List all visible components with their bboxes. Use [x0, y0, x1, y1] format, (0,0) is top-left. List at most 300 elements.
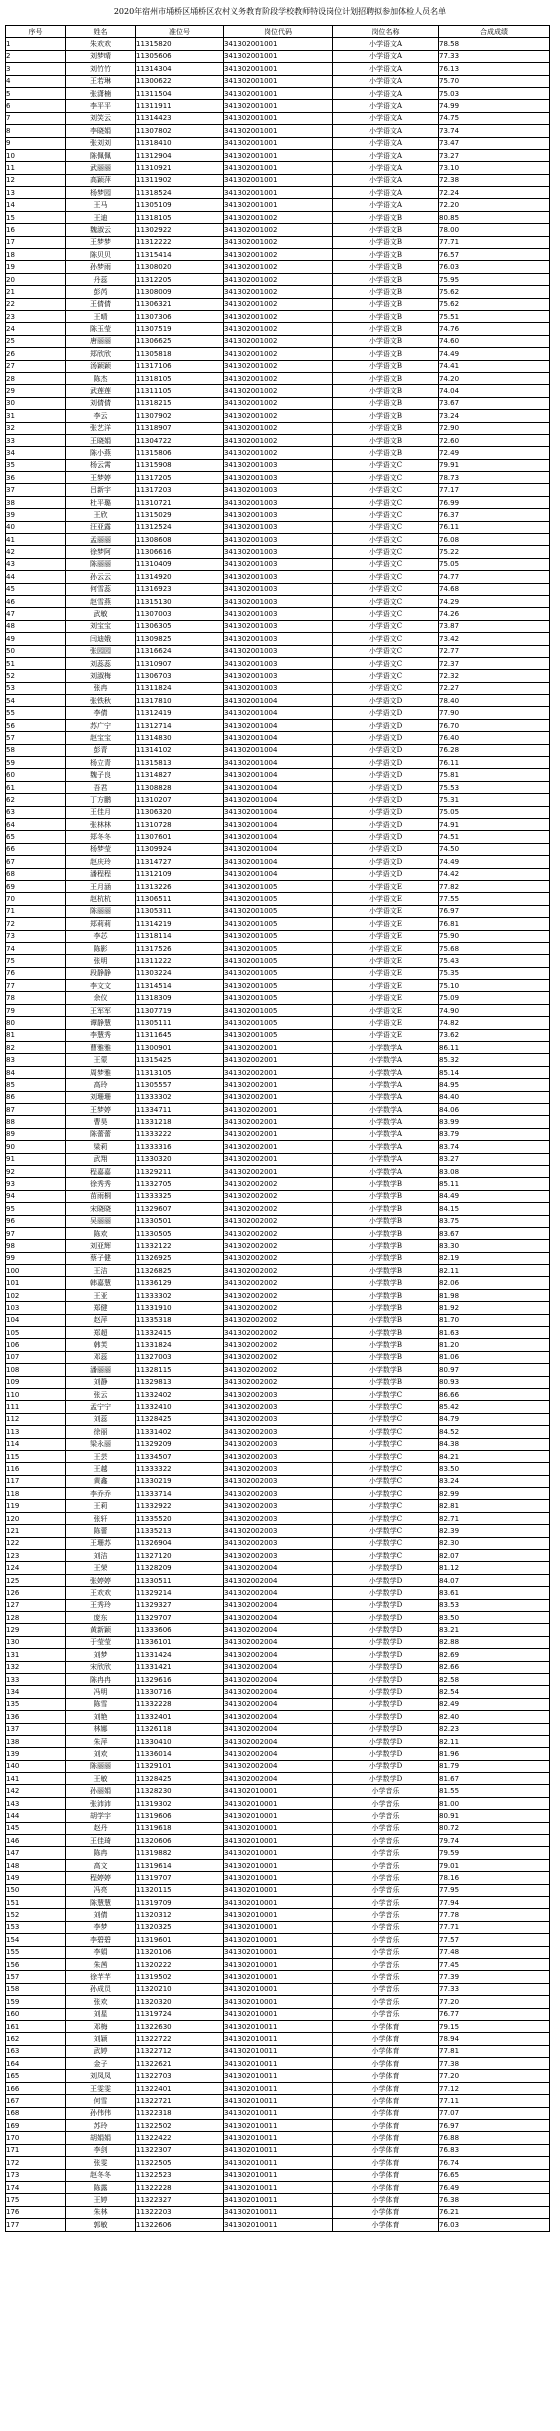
- cell-post-name: 小学数学A: [333, 1079, 439, 1091]
- cell-score: 82.30: [439, 1537, 550, 1549]
- cell-exam-id: 11318410: [136, 137, 224, 149]
- cell-exam-id: 11329813: [136, 1376, 224, 1388]
- table-row: [6, 942, 550, 954]
- cell-post-name: 小学数学C: [333, 1488, 439, 1500]
- cell-post-code: 341302002002: [224, 1178, 333, 1190]
- cell-no: 26: [6, 348, 66, 360]
- cell-exam-id: 11315806: [136, 447, 224, 459]
- cell-post-name: 小学音乐: [333, 1822, 439, 1834]
- cell-score: 74.42: [439, 868, 550, 880]
- cell-score: 82.49: [439, 1698, 550, 1710]
- cell-exam-id: 11310207: [136, 794, 224, 806]
- cell-score: 82.19: [439, 1252, 550, 1264]
- cell-score: 74.90: [439, 1004, 550, 1016]
- cell-exam-id: 11329616: [136, 1673, 224, 1685]
- table-row: [6, 1686, 550, 1698]
- cell-name: 李晓娟: [66, 125, 136, 137]
- cell-score: 78.40: [439, 695, 550, 707]
- cell-post-name: 小学音乐: [333, 1810, 439, 1822]
- cell-post-name: 小学音乐: [333, 1909, 439, 1921]
- cell-post-name: 小学数学D: [333, 1748, 439, 1760]
- cell-post-name: 小学语文D: [333, 794, 439, 806]
- cell-name: 杨梦莹: [66, 843, 136, 855]
- cell-score: 76.21: [439, 2206, 550, 2218]
- cell-post-name: 小学语文E: [333, 918, 439, 930]
- cell-post-code: 341302002004: [224, 1773, 333, 1785]
- table-row: [6, 410, 550, 422]
- cell-no: 148: [6, 1859, 66, 1871]
- table-row: [6, 1983, 550, 1995]
- cell-post-name: 小学数学B: [333, 1327, 439, 1339]
- table-row: [6, 162, 550, 174]
- cell-exam-id: 11320210: [136, 1983, 224, 1995]
- table-row: [6, 2107, 550, 2119]
- cell-post-name: 小学数学C: [333, 1463, 439, 1475]
- cell-score: 76.08: [439, 534, 550, 546]
- cell-no: 160: [6, 2008, 66, 2020]
- header-cell-no: 序号: [6, 26, 66, 38]
- cell-post-name: 小学语文B: [333, 323, 439, 335]
- cell-post-name: 小学语文B: [333, 397, 439, 409]
- cell-score: 82.58: [439, 1673, 550, 1685]
- table-row: [6, 2181, 550, 2193]
- cell-no: 20: [6, 273, 66, 285]
- cell-post-name: 小学语文C: [333, 546, 439, 558]
- cell-post-code: 341302002002: [224, 1302, 333, 1314]
- table-row: [6, 1116, 550, 1128]
- cell-no: 72: [6, 918, 66, 930]
- table-row: [6, 2157, 550, 2169]
- cell-score: 75.53: [439, 781, 550, 793]
- cell-no: 100: [6, 1265, 66, 1277]
- table-row: [6, 546, 550, 558]
- cell-no: 60: [6, 769, 66, 781]
- cell-exam-id: 11318105: [136, 372, 224, 384]
- cell-post-code: 341302010001: [224, 1996, 333, 2008]
- cell-name: 胡学宇: [66, 1810, 136, 1822]
- table-row: [6, 1066, 550, 1078]
- cell-post-name: 小学音乐: [333, 1971, 439, 1983]
- cell-score: 73.87: [439, 620, 550, 632]
- cell-post-code: 341302001002: [224, 434, 333, 446]
- cell-name: 王婷: [66, 2194, 136, 2206]
- cell-exam-id: 11314727: [136, 856, 224, 868]
- cell-post-name: 小学语文C: [333, 459, 439, 471]
- cell-exam-id: 11314830: [136, 732, 224, 744]
- cell-post-code: 341302010001: [224, 1835, 333, 1847]
- table-row: [6, 187, 550, 199]
- cell-name: 陈雪: [66, 1698, 136, 1710]
- cell-post-code: 341302010001: [224, 1934, 333, 1946]
- cell-name: 孟丽丽: [66, 534, 136, 546]
- cell-no: 142: [6, 1785, 66, 1797]
- cell-post-code: 341302001002: [224, 261, 333, 273]
- cell-post-code: 341302010001: [224, 2008, 333, 2020]
- cell-name: 李娟: [66, 1946, 136, 1958]
- cell-no: 161: [6, 2020, 66, 2032]
- cell-exam-id: 11306320: [136, 806, 224, 818]
- cell-exam-id: 11328425: [136, 1773, 224, 1785]
- cell-no: 35: [6, 459, 66, 471]
- cell-post-code: 341302001005: [224, 1004, 333, 1016]
- cell-exam-id: 11331421: [136, 1661, 224, 1673]
- cell-name: 冯亮: [66, 1884, 136, 1896]
- header-cell-score: 合成成绩: [439, 26, 550, 38]
- cell-post-code: 341302001005: [224, 880, 333, 892]
- cell-exam-id: 11318215: [136, 397, 224, 409]
- table-row: [6, 372, 550, 384]
- cell-post-name: 小学语文A: [333, 174, 439, 186]
- cell-no: 125: [6, 1574, 66, 1586]
- table-row: [6, 434, 550, 446]
- cell-post-code: 341302001002: [224, 273, 333, 285]
- table-row: [6, 496, 550, 508]
- cell-score: 76.40: [439, 732, 550, 744]
- cell-exam-id: 11333302: [136, 1091, 224, 1103]
- cell-post-name: 小学语文E: [333, 955, 439, 967]
- cell-exam-id: 11333714: [136, 1488, 224, 1500]
- cell-exam-id: 11314219: [136, 918, 224, 930]
- cell-post-code: 341302002002: [224, 1351, 333, 1363]
- cell-score: 76.97: [439, 2120, 550, 2132]
- cell-post-code: 341302001002: [224, 310, 333, 322]
- cell-no: 107: [6, 1351, 66, 1363]
- cell-post-name: 小学数学C: [333, 1401, 439, 1413]
- cell-exam-id: 11315029: [136, 509, 224, 521]
- cell-post-name: 小学语文B: [333, 335, 439, 347]
- cell-post-name: 小学语文E: [333, 967, 439, 979]
- cell-score: 76.65: [439, 2169, 550, 2181]
- cell-post-code: 341302001002: [224, 323, 333, 335]
- cell-name: 何雪蕊: [66, 583, 136, 595]
- cell-no: 23: [6, 310, 66, 322]
- table-row: [6, 930, 550, 942]
- cell-exam-id: 11333302: [136, 1289, 224, 1301]
- cell-score: 76.37: [439, 509, 550, 521]
- cell-no: 22: [6, 298, 66, 310]
- cell-exam-id: 11319707: [136, 1872, 224, 1884]
- cell-post-code: 341302001003: [224, 645, 333, 657]
- table-row: [6, 769, 550, 781]
- cell-score: 72.32: [439, 670, 550, 682]
- cell-post-name: 小学数学A: [333, 1054, 439, 1066]
- table-row: [6, 1624, 550, 1636]
- table-row: [6, 38, 550, 50]
- cell-post-name: 小学体育: [333, 2107, 439, 2119]
- cell-name: 宋欣欣: [66, 1661, 136, 1673]
- cell-post-name: 小学音乐: [333, 1785, 439, 1797]
- cell-exam-id: 11315414: [136, 249, 224, 261]
- cell-exam-id: 11319601: [136, 1934, 224, 1946]
- cell-score: 79.59: [439, 1847, 550, 1859]
- cell-post-code: 341302002004: [224, 1723, 333, 1735]
- cell-exam-id: 11332122: [136, 1240, 224, 1252]
- cell-no: 71: [6, 905, 66, 917]
- cell-post-code: 341302001002: [224, 372, 333, 384]
- cell-no: 115: [6, 1450, 66, 1462]
- cell-name: 陈慧慧: [66, 1896, 136, 1908]
- table-row: [6, 1574, 550, 1586]
- cell-no: 30: [6, 397, 66, 409]
- cell-name: 高文: [66, 1859, 136, 1871]
- table-row: [6, 1252, 550, 1264]
- cell-post-name: 小学语文B: [333, 249, 439, 261]
- cell-exam-id: 11306625: [136, 335, 224, 347]
- cell-post-name: 小学语文B: [333, 372, 439, 384]
- cell-name: 赵庆玲: [66, 856, 136, 868]
- cell-exam-id: 11322722: [136, 2033, 224, 2045]
- cell-post-code: 341302002001: [224, 1054, 333, 1066]
- cell-name: 李倩: [66, 707, 136, 719]
- cell-no: 106: [6, 1339, 66, 1351]
- cell-score: 81.55: [439, 1785, 550, 1797]
- cell-score: 72.90: [439, 422, 550, 434]
- cell-score: 82.54: [439, 1686, 550, 1698]
- cell-exam-id: 11307802: [136, 125, 224, 137]
- cell-name: 曹昊: [66, 1116, 136, 1128]
- cell-post-name: 小学语文C: [333, 534, 439, 546]
- cell-score: 84.38: [439, 1438, 550, 1450]
- cell-post-code: 341302002003: [224, 1413, 333, 1425]
- cell-no: 42: [6, 546, 66, 558]
- cell-score: 75.68: [439, 942, 550, 954]
- cell-post-name: 小学语文D: [333, 732, 439, 744]
- cell-post-name: 小学数学C: [333, 1413, 439, 1425]
- cell-exam-id: 11315425: [136, 1054, 224, 1066]
- cell-post-code: 341302010011: [224, 2157, 333, 2169]
- cell-score: 77.11: [439, 2095, 550, 2107]
- cell-name: 王秀玲: [66, 1599, 136, 1611]
- cell-post-code: 341302002003: [224, 1475, 333, 1487]
- table-row: [6, 967, 550, 979]
- cell-post-name: 小学数学A: [333, 1116, 439, 1128]
- cell-score: 82.11: [439, 1265, 550, 1277]
- table-row: [6, 1450, 550, 1462]
- cell-no: 37: [6, 484, 66, 496]
- cell-post-code: 341302002001: [224, 1079, 333, 1091]
- cell-name: 王荣: [66, 1562, 136, 1574]
- cell-no: 40: [6, 521, 66, 533]
- cell-name: 刘笑云: [66, 112, 136, 124]
- cell-score: 77.55: [439, 893, 550, 905]
- header-cell-post-code: 岗位代码: [224, 26, 333, 38]
- cell-score: 74.77: [439, 571, 550, 583]
- cell-no: 1: [6, 38, 66, 50]
- cell-no: 116: [6, 1463, 66, 1475]
- cell-exam-id: 11330219: [136, 1475, 224, 1487]
- cell-score: 77.71: [439, 1921, 550, 1933]
- cell-post-code: 341302002002: [224, 1277, 333, 1289]
- cell-exam-id: 11309924: [136, 843, 224, 855]
- cell-post-name: 小学音乐: [333, 1946, 439, 1958]
- cell-no: 137: [6, 1723, 66, 1735]
- cell-exam-id: 11317810: [136, 695, 224, 707]
- cell-no: 70: [6, 893, 66, 905]
- table-row: [6, 558, 550, 570]
- cell-name: 刘星: [66, 2008, 136, 2020]
- cell-score: 72.77: [439, 645, 550, 657]
- cell-post-name: 小学音乐: [333, 1872, 439, 1884]
- table-row: [6, 1413, 550, 1425]
- cell-name: 王倩倩: [66, 298, 136, 310]
- cell-score: 76.11: [439, 757, 550, 769]
- cell-post-code: 341302010001: [224, 1859, 333, 1871]
- cell-exam-id: 11314102: [136, 744, 224, 756]
- cell-name: 陈玉莹: [66, 323, 136, 335]
- table-row: [6, 732, 550, 744]
- cell-exam-id: 11327120: [136, 1550, 224, 1562]
- cell-no: 120: [6, 1512, 66, 1524]
- cell-post-name: 小学语文C: [333, 657, 439, 669]
- table-row: [6, 1822, 550, 1834]
- cell-post-name: 小学语文A: [333, 137, 439, 149]
- cell-post-name: 小学数学A: [333, 1103, 439, 1115]
- cell-post-name: 小学音乐: [333, 1847, 439, 1859]
- cell-post-name: 小学语文C: [333, 608, 439, 620]
- cell-post-name: 小学语文D: [333, 831, 439, 843]
- cell-no: 88: [6, 1116, 66, 1128]
- cell-post-name: 小学数学D: [333, 1711, 439, 1723]
- table-row: [6, 1971, 550, 1983]
- cell-name: 蔡子健: [66, 1252, 136, 1264]
- cell-score: 73.62: [439, 1029, 550, 1041]
- cell-name: 张园园: [66, 645, 136, 657]
- cell-no: 150: [6, 1884, 66, 1896]
- cell-score: 81.98: [439, 1289, 550, 1301]
- cell-name: 王若琳: [66, 75, 136, 87]
- cell-post-name: 小学数学A: [333, 1091, 439, 1103]
- cell-exam-id: 11307719: [136, 1004, 224, 1016]
- cell-post-code: 341302002004: [224, 1587, 333, 1599]
- table-row: [6, 2070, 550, 2082]
- cell-post-name: 小学数学D: [333, 1636, 439, 1648]
- table-row: [6, 1203, 550, 1215]
- cell-post-code: 341302002003: [224, 1550, 333, 1562]
- cell-post-name: 小学数学B: [333, 1227, 439, 1239]
- cell-name: 苗雨桐: [66, 1190, 136, 1202]
- cell-score: 75.05: [439, 558, 550, 570]
- cell-post-code: 341302001003: [224, 509, 333, 521]
- cell-post-code: 341302002004: [224, 1686, 333, 1698]
- cell-exam-id: 11329607: [136, 1203, 224, 1215]
- cell-post-name: 小学体育: [333, 2070, 439, 2082]
- cell-post-name: 小学数学B: [333, 1265, 439, 1277]
- cell-post-code: 341302001001: [224, 50, 333, 62]
- cell-score: 74.04: [439, 385, 550, 397]
- cell-post-name: 小学音乐: [333, 1896, 439, 1908]
- cell-name: 潘程程: [66, 868, 136, 880]
- cell-exam-id: 11311504: [136, 87, 224, 99]
- cell-post-code: 341302010001: [224, 1785, 333, 1797]
- cell-score: 83.67: [439, 1227, 550, 1239]
- table-row: [6, 2219, 550, 2231]
- table-row: [6, 1636, 550, 1648]
- cell-no: 54: [6, 695, 66, 707]
- cell-post-code: 341302001004: [224, 843, 333, 855]
- cell-no: 136: [6, 1711, 66, 1723]
- table-row: [6, 1103, 550, 1115]
- cell-exam-id: 11335213: [136, 1525, 224, 1537]
- cell-post-name: 小学语文D: [333, 781, 439, 793]
- cell-name: 朱萍: [66, 1735, 136, 1747]
- table-row: [6, 657, 550, 669]
- cell-exam-id: 11312222: [136, 236, 224, 248]
- header-row: [6, 26, 550, 38]
- cell-post-name: 小学数学D: [333, 1574, 439, 1586]
- cell-score: 73.42: [439, 633, 550, 645]
- cell-post-code: 341302002001: [224, 1128, 333, 1140]
- cell-name: 王晓娟: [66, 434, 136, 446]
- table-row: [6, 682, 550, 694]
- cell-score: 81.67: [439, 1773, 550, 1785]
- table-row: [6, 1537, 550, 1549]
- cell-score: 84.06: [439, 1103, 550, 1115]
- cell-post-name: 小学语文B: [333, 447, 439, 459]
- table-row: [6, 583, 550, 595]
- cell-no: 2: [6, 50, 66, 62]
- table-row: [6, 719, 550, 731]
- cell-no: 24: [6, 323, 66, 335]
- cell-name: 王迪: [66, 211, 136, 223]
- cell-post-code: 341302002003: [224, 1500, 333, 1512]
- cell-exam-id: 11306305: [136, 620, 224, 632]
- cell-no: 31: [6, 410, 66, 422]
- cell-name: 汪亚露: [66, 521, 136, 533]
- cell-post-code: 341302001002: [224, 236, 333, 248]
- cell-post-code: 341302002003: [224, 1450, 333, 1462]
- cell-score: 77.20: [439, 2070, 550, 2082]
- cell-post-code: 341302001004: [224, 695, 333, 707]
- cell-name: 周梦雅: [66, 1066, 136, 1078]
- cell-post-name: 小学语文C: [333, 521, 439, 533]
- cell-score: 75.10: [439, 980, 550, 992]
- cell-name: 孙梦雨: [66, 261, 136, 273]
- cell-score: 82.71: [439, 1512, 550, 1524]
- cell-post-name: 小学语文B: [333, 236, 439, 248]
- cell-no: 157: [6, 1971, 66, 1983]
- cell-no: 95: [6, 1203, 66, 1215]
- cell-post-name: 小学数学C: [333, 1426, 439, 1438]
- table-row: [6, 1946, 550, 1958]
- cell-post-name: 小学语文B: [333, 310, 439, 322]
- cell-post-code: 341302001002: [224, 335, 333, 347]
- cell-score: 78.73: [439, 472, 550, 484]
- cell-post-name: 小学语文B: [333, 273, 439, 285]
- table-row: [6, 385, 550, 397]
- cell-name: 王军军: [66, 1004, 136, 1016]
- cell-post-name: 小学数学C: [333, 1537, 439, 1549]
- cell-exam-id: 11322327: [136, 2194, 224, 2206]
- cell-name: 魏子良: [66, 769, 136, 781]
- cell-no: 153: [6, 1921, 66, 1933]
- cell-no: 154: [6, 1934, 66, 1946]
- cell-score: 84.95: [439, 1079, 550, 1091]
- cell-post-name: 小学语文C: [333, 484, 439, 496]
- table-row: [6, 1847, 550, 1859]
- cell-exam-id: 11317106: [136, 360, 224, 372]
- table-row: [6, 1711, 550, 1723]
- cell-post-name: 小学语文C: [333, 472, 439, 484]
- cell-score: 85.42: [439, 1401, 550, 1413]
- table-row: [6, 893, 550, 905]
- table-row: [6, 1054, 550, 1066]
- cell-score: 73.27: [439, 149, 550, 161]
- cell-score: 84.79: [439, 1413, 550, 1425]
- header-cell-exam-id: 准位号: [136, 26, 224, 38]
- cell-post-name: 小学数学B: [333, 1339, 439, 1351]
- table-row: [6, 199, 550, 211]
- table-row: [6, 521, 550, 533]
